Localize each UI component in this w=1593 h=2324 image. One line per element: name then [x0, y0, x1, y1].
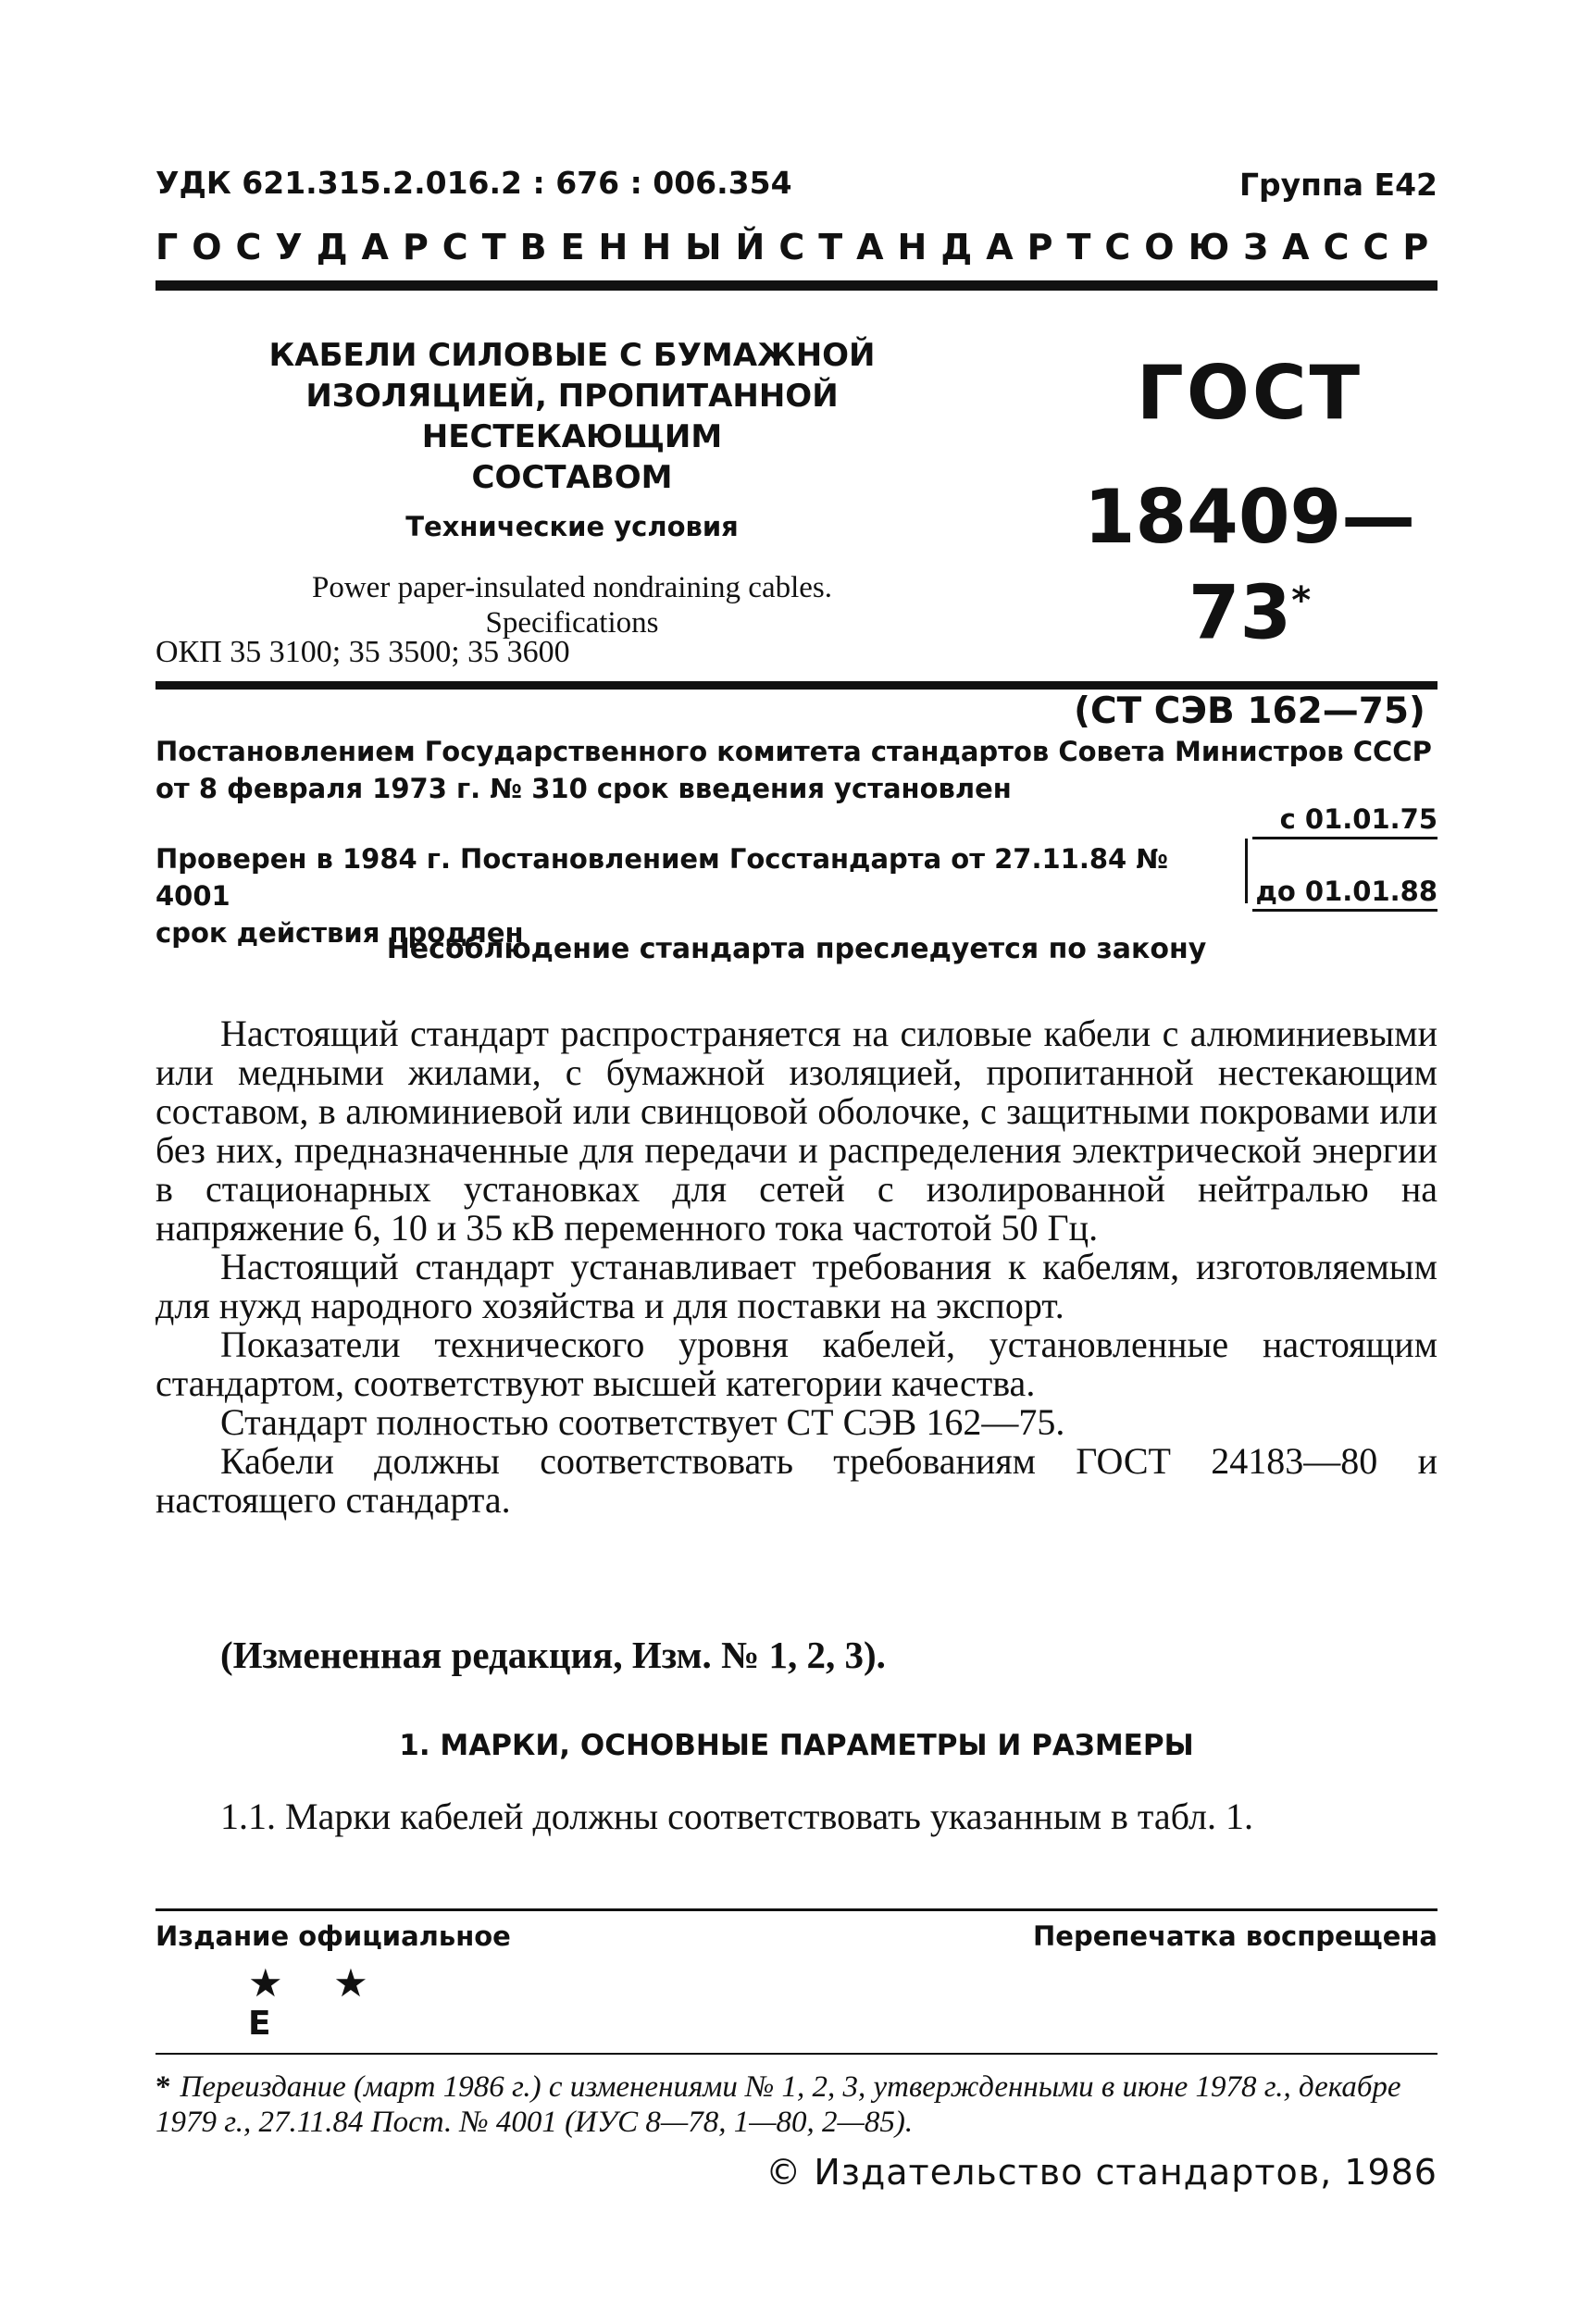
section-heading: 1. МАРКИ, ОСНОВНЫЕ ПАРАМЕТРЫ И РАЗМЕРЫ [399, 1729, 1194, 1762]
copyright: © Издательство стандартов, 1986 [765, 2152, 1437, 2193]
gost-number [1064, 476, 1435, 655]
body-paragraph: Показатели технического уровня кабелей, установленные настоящим стандартом, соответствуют высшей категории качества. [156, 1324, 1437, 1404]
official-edition: Издание официальное [156, 1920, 511, 1952]
date-divider [1245, 839, 1248, 903]
footer-rule [156, 1908, 1437, 1911]
reprint-notice: Перепечатка воспрещена [1033, 1920, 1437, 1952]
banner-word: ГОСУДАРСТВЕННЫЙ [156, 227, 779, 267]
review-line: срок действия продлен [156, 917, 524, 949]
body-paragraph: Настоящий стандарт распространяется на силовые кабели с алюминиевыми или медными жилами, с бумажной изоляцией, пропитанной нестекающим составом, в алюминиевой или свинцовой оболочке, с защитными покровами или без них, предназначенные для передачи и распределения электрической энергии в стационарных установках для сетей с изолированной нейтралью на напряжение 6, 10 и 35 кВ переменного тока частотой 50 Гц. [156, 1013, 1437, 1249]
body-paragraph: Стандарт полностью соответствует СТ СЭВ 162—75. [220, 1401, 1065, 1443]
gost-designation [1064, 352, 1435, 732]
banner-word: СТАНДАРТ [778, 227, 1105, 267]
footnote [156, 2069, 1437, 2140]
udk-code: УДК 621.315.2.016.2 : 676 : 006.354 [156, 165, 792, 201]
banner-word: ССР [1323, 227, 1443, 267]
body-text [156, 1014, 1437, 1520]
body-paragraph: Настоящий стандарт устанавливает требования к кабелям, изготовляемым для нужд народного хозяйства и для поставки на экспорт. [156, 1246, 1437, 1326]
title-block [156, 335, 989, 640]
decree-block [156, 733, 1437, 807]
title-rule [156, 681, 1437, 690]
state-standard-banner [156, 227, 1443, 267]
footnote-text: Переиздание (март 1986 г.) с изменениями № 1, 2, 3, утвержденными в июне 1978 г., декабре 1979 г., 27.11.84 Пост. № 4001 (ИУС 8—78, 1—80, 2—85). [156, 2070, 1401, 2139]
footnote-rule [156, 2053, 1437, 2055]
date-to: до 01.01.88 [1252, 876, 1437, 912]
review-line: Проверен в 1984 г. Постановлением Госстандарта от 27.11.84 № 4001 [156, 843, 1169, 912]
date-introduced [1252, 803, 1437, 839]
body-paragraph: Кабели должны соответствовать требованиям ГОСТ 24183—80 и настоящего стандарта. [156, 1440, 1437, 1521]
legal-warning: Несоблюдение стандарта преследуется по закону [386, 933, 1207, 965]
document-title: КАБЕЛИ СИЛОВЫЕ С БУМАЖНОЙ ИЗОЛЯЦИЕЙ, ПРОПИТАННОЙ НЕСТЕКАЮЩИМ СОСТАВОМ [268, 337, 876, 496]
section-text [156, 1797, 1437, 1836]
gost-asterisk: * [1291, 579, 1312, 622]
document-subtitle: Технические условия [405, 511, 739, 542]
amendment-note: (Измененная редакция, Изм. № 1, 2, 3). [220, 1634, 886, 1676]
gost-number-value: 18409—73 [1083, 474, 1416, 656]
document-title-english: Power paper-insulated nondraining cables. Specifications [312, 571, 832, 640]
cmea-reference: (СТ СЭВ 162—75) [1074, 690, 1425, 732]
group-code: Группа Е42 [1239, 167, 1437, 203]
date-extended [1252, 876, 1437, 912]
banner-word: СОЮЗА [1104, 227, 1324, 267]
footnote-mark: * [156, 2070, 171, 2104]
letter-mark: Е [248, 2005, 271, 2043]
clause-1-1: 1.1. Марки кабелей должны соответствовать указанным в табл. 1. [220, 1796, 1253, 1837]
gost-label: ГОСТ [1136, 350, 1363, 436]
date-from: с 01.01.75 [1252, 803, 1437, 839]
decree-line: Постановлением Государственного комитета стандартов Совета Министров СССР [156, 736, 1432, 767]
stars-mark: ★ ★ [248, 1963, 389, 2006]
decree-line: от 8 февраля 1973 г. № 310 срок введения установлен [156, 773, 1012, 804]
okp-codes: ОКП 35 3100; 35 3500; 35 3600 [156, 635, 570, 669]
header-rule [156, 280, 1437, 291]
